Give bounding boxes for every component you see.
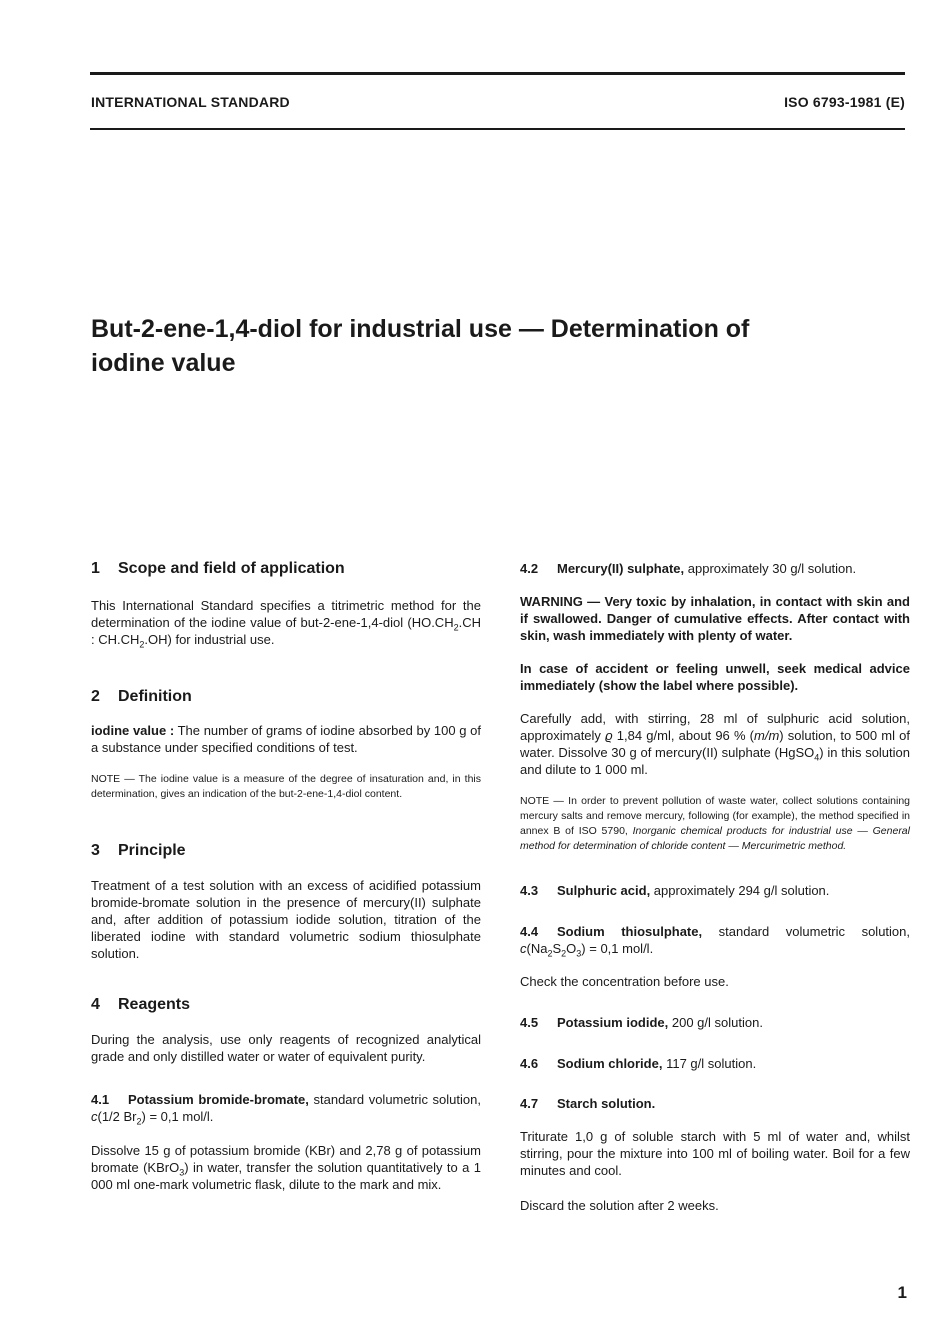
section-1-text: This International Standard specifies a titrimetric method for the determination of the iodine value of but-2-ene-1,4-diol ($HO.CH_2.CH$ : $CH.CH_2.OH$) for industrial use. (91, 598, 481, 650)
section-number: 4 (91, 996, 100, 1013)
title-line-2: iodine value (91, 349, 236, 377)
reagent-4-3: 4.3 Sulphuric acid, approximately 294 g/l solution. (520, 883, 830, 898)
concentration-check: Check the concentration before use. (520, 974, 729, 989)
reagents-intro: During the analysis, use only reagents of recognized analytical grade and only distilled water or water of equivalent purity. (91, 1032, 481, 1064)
principle-text: Treatment of a test solution with an excess of acidified potassium bromide-bromate solution in the presence of mercury(II) sulphate and, after addition of potassium iodide solution, titration of the liberated iodine with standard volumetric sodium thiosulphate solution. (91, 878, 481, 961)
section-title: Reagents (118, 996, 191, 1013)
section-title: Definition (118, 688, 192, 705)
section-title: Principle (118, 842, 186, 859)
header-bottom-rule (90, 128, 905, 130)
section-4-heading (91, 996, 481, 1013)
definition-term: iodine value : (91, 723, 175, 738)
left-column (91, 560, 481, 1193)
mercury-note: NOTE — In order to prevent pollution of waste water, collect solutions containing mercury salts and remove mercury, following (for example), the method specified in annex B of ISO 5790, Inorganic chemical products for industrial use — General method for determination of chloride content — Mercurimetric method. (520, 795, 910, 852)
starch-discard-note: Discard the solution after 2 weeks. (520, 1198, 719, 1213)
starch-preparation: Triturate 1,0 g of soluble starch with 5 ml of water and, whilst stirring, pour the mixture into 100 ml of boiling water. Boil for a few minutes and cool. (520, 1129, 910, 1178)
section-3-heading (91, 842, 481, 859)
definition-note: NOTE — The iodine value is a measure of the degree of insaturation and, in this determination, gives an indication of the but-2-ene-1,4-diol content. (91, 773, 481, 800)
reagent-4-4: 4.4 Sodium thiosulphate, standard volumetric solution, $c(Na_2S_2O_3) = 0,1$ mol/l. (520, 924, 910, 959)
section-2-heading (91, 688, 481, 705)
right-column (520, 560, 910, 1214)
header-top-rule (90, 72, 905, 75)
reagent-4-1-preparation: Dissolve 15 g of potassium bromide (KBr) and 2,78 g of potassium bromate (KBrO$_3$) in water, transfer the solution quantitatively to a 1 000 ml one-mark volumetric flask, dilute to the mark and mix. (91, 1143, 481, 1192)
reagent-4-2-preparation: Carefully add, with stirring, 28 ml of sulphuric acid solution, approximately ϱ 1,84 g/ml, about 96 % (m/m) solution, to 500 ml of water. Dissolve 30 g of mercury(II) sulphate (HgSO$_4$) in this solution and dilute to 1 000 ml. (520, 711, 910, 777)
reagent-4-1: 4.1 Potassium bromide-bromate, standard volumetric solution, c(1/2 $Br_2) = 0,1$ mol/l. (91, 1092, 481, 1127)
title-line-1: But-2-ene-1,4-diol for industrial use — Determination of (91, 315, 750, 343)
accident-advice: In case of accident or feeling unwell, seek medical advice immediately (show the label where possible). (520, 661, 910, 693)
page-number: 1 (897, 1283, 907, 1302)
document-title (91, 312, 911, 380)
definition-text: iodine value : The number of grams of iodine absorbed by 100 g of a substance under specified conditions of test. (91, 723, 481, 755)
header-standard-label: INTERNATIONAL STANDARD (91, 94, 290, 110)
reagent-4-6: 4.6 Sodium chloride, 117 g/l solution. (520, 1056, 757, 1071)
reagent-4-5: 4.5 Potassium iodide, 200 g/l solution. (520, 1015, 763, 1030)
header-standard-number: ISO 6793-1981 (E) (784, 94, 905, 110)
section-number: 2 (91, 688, 100, 705)
section-1-heading (91, 560, 481, 577)
reagent-4-2: 4.2 Mercury(II) sulphate, approximately 30 g/l solution. (520, 561, 857, 576)
reagent-4-7: 4.7 Starch solution. (520, 1096, 656, 1111)
warning-text: WARNING — Very toxic by inhalation, in contact with skin and if swallowed. Danger of cumulative effects. After contact with skin, wash immediately with plenty of water. (520, 594, 910, 643)
section-title: Scope and field of application (118, 560, 345, 577)
section-number: 1 (91, 560, 100, 577)
section-number: 3 (91, 842, 100, 859)
